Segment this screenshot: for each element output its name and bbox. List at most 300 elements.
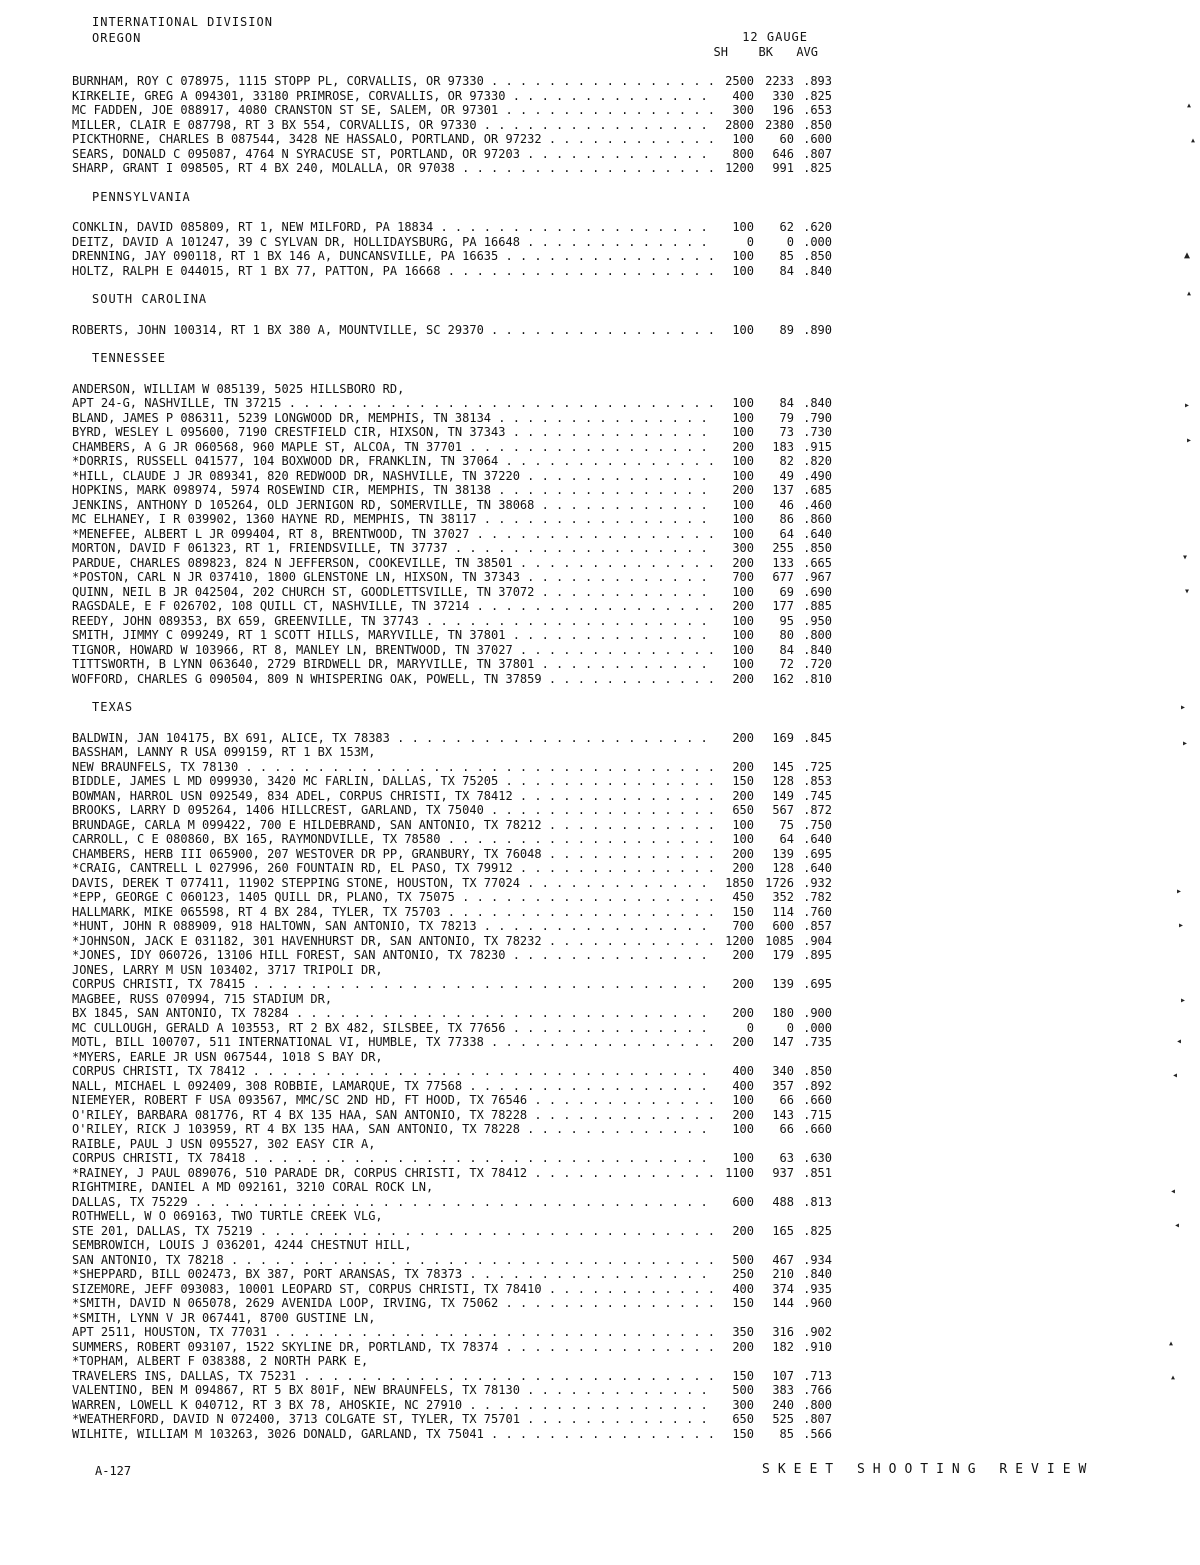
roster-entry [72, 861, 832, 876]
shot-count: 300 [732, 541, 754, 555]
entry-name: PARDUE, CHARLES 089823, 824 N JEFFERSON, COOKEVILLE, TN 38501 . . . [72, 556, 714, 571]
table-row [72, 1093, 832, 1108]
broke-count: 149 [772, 788, 794, 803]
entry-name: *POSTON, CARL N JR 037410, 1800 GLENSTONE LN, HIXSON, TN 37343 . . . [72, 570, 714, 585]
shot-count: 100 [732, 220, 754, 234]
table-row [72, 1151, 832, 1166]
entry-name: CORPUS CHRISTI, TX 78415 . . . [72, 977, 714, 992]
roster-listing [72, 74, 832, 1441]
shot-count: 100 [732, 657, 754, 671]
roster-entry [72, 905, 832, 920]
broke-count: 525 [772, 1412, 794, 1426]
entry-name-first-line: ROTHWELL, W O 069163, TWO TURTLE CREEK VLG, [72, 1209, 383, 1223]
shot-count: 400 [732, 1281, 754, 1296]
table-row [72, 832, 832, 847]
roster-entry [72, 992, 832, 1021]
shot-count: 100 [732, 1093, 754, 1107]
table-row [72, 1282, 832, 1297]
roster-entry [72, 411, 832, 426]
average: .720 [803, 657, 832, 671]
average: .600 [803, 132, 832, 146]
average: .713 [803, 1368, 832, 1383]
roster-entry [72, 512, 832, 527]
scan-mark: ▸ [1186, 435, 1193, 446]
table-row [72, 1427, 832, 1442]
average: .960 [803, 1296, 832, 1310]
shot-count: 200 [732, 788, 754, 803]
entry-name: *JOHNSON, JACK E 031182, 301 HAVENHURST DR, SAN ANTONIO, TX 78232 . . . [72, 934, 714, 949]
shot-count: 200 [732, 671, 754, 686]
entry-name: BIDDLE, JAMES L MD 099930, 3420 MC FARLIN, DALLAS, TX 75205 . . . [72, 774, 714, 789]
table-row [72, 1166, 832, 1181]
shot-count: 650 [732, 1412, 754, 1426]
entry-name: PICKTHORNE, CHARLES B 087544, 3428 NE HASSALO, PORTLAND, OR 97232 . . . [72, 132, 714, 147]
table-row [72, 220, 832, 235]
scan-mark: ◂ [1176, 1036, 1183, 1047]
roster-entry [72, 832, 832, 847]
table-row [72, 1108, 832, 1123]
entry-name: *JONES, IDY 060726, 13106 HILL FOREST, SAN ANTONIO, TX 78230 . . . [72, 948, 714, 963]
roster-entry [72, 1209, 832, 1238]
average: .000 [803, 1020, 832, 1035]
table-row [72, 672, 832, 687]
broke-count: 66 [779, 1122, 794, 1136]
roster-entry [72, 1050, 832, 1079]
average: .640 [803, 832, 832, 846]
shot-count: 450 [732, 890, 754, 904]
table-row [72, 527, 832, 542]
broke-count: 63 [779, 1151, 794, 1165]
shot-count: 650 [732, 803, 754, 817]
average: .800 [803, 1397, 832, 1412]
shot-count: 200 [732, 599, 754, 613]
average: .892 [803, 1078, 832, 1093]
entry-name: TITTSWORTH, B LYNN 063640, 2729 BIRDWELL DR, MARYVILLE, TN 37801 . . . [72, 657, 714, 672]
table-row [72, 323, 832, 338]
entry-name: MOTL, BILL 100707, 511 INTERNATIONAL VI, HUMBLE, TX 77338 . . . [72, 1035, 714, 1050]
section-pennsylvania [72, 190, 832, 279]
average: .950 [803, 613, 832, 628]
average: .935 [803, 1281, 832, 1296]
table-row [72, 1079, 832, 1094]
entry-name: KIRKELIE, GREG A 094301, 33180 PRIMROSE, CORVALLIS, OR 97330 . . . [72, 89, 714, 104]
broke-count: 162 [772, 671, 794, 686]
scan-mark: ▸ [1182, 738, 1189, 749]
roster-entry [72, 541, 832, 556]
shot-count: 100 [732, 1151, 754, 1165]
average: .820 [803, 454, 832, 468]
entry-name: DEITZ, DAVID A 101247, 39 C SYLVAN DR, HOLLIDAYSBURG, PA 16648 . . . [72, 235, 714, 250]
average: .490 [803, 468, 832, 483]
entry-name: REEDY, JOHN 089353, BX 659, GREENVILLE, TN 37743 . . . [72, 614, 714, 629]
broke-count: 383 [772, 1383, 794, 1397]
table-row [72, 876, 832, 891]
table-row [72, 861, 832, 876]
table-row [72, 948, 832, 963]
table-row [72, 1383, 832, 1398]
entry-name: TRAVELERS INS, DALLAS, TX 75231 . . . [72, 1369, 714, 1384]
roster-entry [72, 235, 832, 250]
entry-name: TIGNOR, HOWARD W 103966, RT 8, MANLEY LN, BRENTWOOD, TN 37027 . . . [72, 643, 714, 658]
shot-count: 0 [746, 1020, 754, 1035]
shot-count: 100 [732, 584, 754, 599]
roster-entry [72, 614, 832, 629]
entry-name: WARREN, LOWELL K 040712, RT 3 BX 78, AHOSKIE, NC 27910 . . . [72, 1398, 714, 1413]
table-row [72, 411, 832, 426]
shot-count: 100 [732, 817, 754, 832]
shot-count: 200 [732, 730, 754, 745]
entry-name: O'RILEY, RICK J 103959, RT 4 BX 135 HAA, SAN ANTONIO, TX 78228 . . . [72, 1122, 714, 1137]
shot-count: 350 [732, 1325, 754, 1339]
entry-name: RAGSDALE, E F 026702, 108 QUILL CT, NASHVILLE, TN 37214 . . . [72, 599, 714, 614]
shot-count: 2800 [725, 117, 754, 132]
table-row [72, 249, 832, 264]
roster-entry [72, 789, 832, 804]
average: .685 [803, 483, 832, 497]
table-row [72, 74, 832, 89]
roster-entry [72, 440, 832, 455]
shot-count: 1850 [725, 875, 754, 890]
broke-count: 180 [772, 1006, 794, 1020]
broke-count: 145 [772, 759, 794, 774]
table-row [72, 483, 832, 498]
broke-count: 374 [772, 1281, 794, 1296]
shot-count: 150 [732, 1296, 754, 1310]
shot-count: 500 [732, 1383, 754, 1397]
entry-name: BALDWIN, JAN 104175, BX 691, ALICE, TX 78383 . . . [72, 731, 714, 746]
average: .690 [803, 584, 832, 599]
entry-name: *RAINEY, J PAUL 089076, 510 PARADE DR, CORPUS CHRISTI, TX 78412 . . . [72, 1166, 714, 1181]
column-headers [690, 30, 818, 60]
entry-name: STE 201, DALLAS, TX 75219 . . . [72, 1224, 714, 1239]
roster-entry [72, 745, 832, 774]
shot-count: 700 [732, 919, 754, 933]
shot-count: 200 [732, 1107, 754, 1122]
shot-count: 1200 [725, 161, 754, 175]
average: .760 [803, 904, 832, 919]
entry-name: HALLMARK, MIKE 065598, RT 4 BX 284, TYLER, TX 75703 . . . [72, 905, 714, 920]
table-row [72, 1369, 832, 1384]
table-row [72, 803, 832, 818]
table-row [72, 118, 832, 133]
average: .890 [803, 322, 832, 337]
entry-name: SHARP, GRANT I 098505, RT 4 BX 240, MOLALLA, OR 97038 . . . [72, 161, 714, 176]
roster-entry [72, 220, 832, 235]
roster-entry [72, 161, 832, 176]
average: .660 [803, 1122, 832, 1136]
table-row [72, 1021, 832, 1036]
entry-name: *WEATHERFORD, DAVID N 072400, 3713 COLGATE ST, TYLER, TX 75701 . . . [72, 1412, 714, 1427]
table-row [72, 161, 832, 176]
table-row [72, 425, 832, 440]
scan-mark: ▸ [1178, 920, 1185, 931]
roster-entry [72, 876, 832, 891]
entry-name-first-line: SEMBROWICH, LOUIS J 036201, 4244 CHESTNUT HILL, [72, 1238, 412, 1252]
roster-entry [72, 1180, 832, 1209]
average: .893 [803, 74, 832, 88]
table-row [72, 541, 832, 556]
average: .934 [803, 1252, 832, 1267]
entry-name: SEARS, DONALD C 095087, 4764 N SYRACUSE ST, PORTLAND, OR 97203 . . . [72, 147, 714, 162]
scan-mark: ▴ [1186, 100, 1193, 111]
table-row [72, 1253, 832, 1268]
broke-count: 69 [779, 584, 794, 599]
roster-entry [72, 498, 832, 513]
roster-entry [72, 1296, 832, 1311]
average: .845 [803, 730, 832, 745]
broke-count: 340 [772, 1064, 794, 1078]
average: .460 [803, 497, 832, 512]
roster-entry [72, 1427, 832, 1442]
broke-count: 73 [779, 425, 794, 439]
roster-entry [72, 847, 832, 862]
average: .840 [803, 263, 832, 278]
average: .857 [803, 919, 832, 933]
broke-count: 64 [779, 832, 794, 846]
broke-count: 95 [779, 613, 794, 628]
entry-name: APT 24-G, NASHVILLE, TN 37215 . . . [72, 396, 714, 411]
average: .660 [803, 1093, 832, 1107]
shot-count: 400 [732, 1078, 754, 1093]
entry-name: BX 1845, SAN ANTONIO, TX 78284 . . . [72, 1006, 714, 1021]
roster-entry [72, 963, 832, 992]
section-texas [72, 700, 832, 1441]
table-row [72, 1412, 832, 1427]
broke-count: 139 [772, 846, 794, 861]
shot-count: 100 [732, 642, 754, 657]
entry-name: BYRD, WESLEY L 095600, 7190 CRESTFIELD CIR, HIXSON, TN 37343 . . . [72, 425, 714, 440]
entry-name-first-line: *MYERS, EARLE JR USN 067544, 1018 S BAY DR, [72, 1049, 383, 1064]
scan-mark: ▸ [1180, 995, 1187, 1006]
shot-count: 200 [732, 1006, 754, 1020]
shot-count: 250 [732, 1267, 754, 1281]
table-row [72, 760, 832, 775]
entry-name: MC CULLOUGH, GERALD A 103553, RT 2 BX 482, SILSBEE, TX 77656 . . . [72, 1021, 714, 1036]
broke-count: 133 [772, 555, 794, 570]
broke-count: 114 [772, 904, 794, 919]
broke-count: 139 [772, 977, 794, 991]
scan-mark: ▴ [1190, 135, 1197, 146]
broke-count: 1726 [765, 875, 794, 890]
gauge-label: 12 GAUGE [742, 30, 808, 44]
roster-entry [72, 118, 832, 133]
roster-entry [72, 657, 832, 672]
broke-count: 107 [772, 1368, 794, 1383]
entry-name: DRENNING, JAY 090118, RT 1 BX 146 A, DUNCANSVILLE, PA 16635 . . . [72, 249, 714, 264]
average: .915 [803, 439, 832, 454]
roster-entry [72, 483, 832, 498]
roster-entry [72, 1021, 832, 1036]
average: .766 [803, 1383, 832, 1397]
roster-entry [72, 919, 832, 934]
shot-count: 100 [732, 454, 754, 468]
average: .665 [803, 555, 832, 570]
broke-count: 84 [779, 642, 794, 657]
average: .850 [803, 1064, 832, 1078]
entry-name: O'RILEY, BARBARA 081776, RT 4 BX 135 HAA, SAN ANTONIO, TX 78228 . . . [72, 1108, 714, 1123]
roster-entry [72, 425, 832, 440]
broke-count: 84 [779, 263, 794, 278]
average: .725 [803, 759, 832, 774]
broke-count: 75 [779, 817, 794, 832]
shot-count: 100 [732, 613, 754, 628]
broke-count: 182 [772, 1339, 794, 1354]
entry-name-first-line: ANDERSON, WILLIAM W 085139, 5025 HILLSBORO RD, [72, 381, 405, 396]
roster-entry [72, 774, 832, 789]
average: .730 [803, 425, 832, 439]
broke-count: 1085 [765, 933, 794, 948]
table-row [72, 132, 832, 147]
broke-count: 240 [772, 1397, 794, 1412]
average: .640 [803, 861, 832, 875]
roster-entry [72, 818, 832, 833]
roster-entry [72, 643, 832, 658]
roster-entry [72, 1340, 832, 1355]
shot-count: 600 [732, 1194, 754, 1209]
broke-count: 165 [772, 1223, 794, 1238]
broke-count: 646 [772, 146, 794, 161]
table-row [72, 599, 832, 614]
entry-name: SIZEMORE, JEFF 093083, 10001 LEOPARD ST, CORPUS CHRISTI, TX 78410 . . . [72, 1282, 714, 1297]
roster-entry [72, 1383, 832, 1398]
section-tennessee [72, 351, 832, 686]
broke-count: 677 [772, 570, 794, 584]
shot-count: 100 [732, 322, 754, 337]
average: .790 [803, 410, 832, 425]
state-heading-oregon: OREGON [92, 31, 142, 45]
broke-count: 66 [779, 1093, 794, 1107]
broke-count: 64 [779, 526, 794, 541]
entry-name: CORPUS CHRISTI, TX 78412 . . . [72, 1064, 714, 1079]
shot-count: 200 [732, 861, 754, 875]
shot-count: 100 [732, 832, 754, 846]
shot-count: 200 [732, 1223, 754, 1238]
broke-count: 89 [779, 322, 794, 337]
table-row [72, 1398, 832, 1413]
shot-count: 150 [732, 1426, 754, 1441]
roster-entry [72, 1137, 832, 1166]
scan-mark: ◂ [1170, 1186, 1177, 1197]
broke-count: 147 [772, 1035, 794, 1049]
average: .825 [803, 161, 832, 175]
broke-count: 196 [772, 103, 794, 117]
shot-count: 150 [732, 774, 754, 788]
average: .630 [803, 1151, 832, 1165]
broke-count: 72 [779, 657, 794, 671]
scan-mark: ◂ [1172, 1070, 1179, 1081]
average: .800 [803, 628, 832, 642]
roster-entry [72, 382, 832, 411]
shot-count: 100 [732, 526, 754, 541]
roster-entry [72, 1282, 832, 1297]
roster-entry [72, 628, 832, 643]
average: .902 [803, 1325, 832, 1339]
table-row [72, 585, 832, 600]
broke-count: 357 [772, 1078, 794, 1093]
roster-entry [72, 1035, 832, 1050]
table-row [72, 1195, 832, 1210]
table-row [72, 570, 832, 585]
broke-count: 80 [779, 628, 794, 642]
table-row [72, 934, 832, 949]
average: .840 [803, 642, 832, 657]
entry-name: VALENTINO, BEN M 094867, RT 5 BX 801F, NEW BRAUNFELS, TX 78130 . . . [72, 1383, 714, 1398]
table-row [72, 1224, 832, 1239]
average: .695 [803, 977, 832, 991]
entry-name: CARROLL, C E 080860, BX 165, RAYMONDVILLE, TX 78580 . . . [72, 832, 714, 847]
scan-mark: ▴ [1170, 1372, 1177, 1383]
table-row [72, 643, 832, 658]
entry-name: *MENEFEE, ALBERT L JR 099404, RT 8, BRENTWOOD, TN 37027 . . . [72, 527, 714, 542]
shot-count: 200 [732, 483, 754, 497]
table-row [72, 890, 832, 905]
average: .872 [803, 803, 832, 817]
broke-count: 937 [772, 1165, 794, 1180]
entry-name: SAN ANTONIO, TX 78218 . . . [72, 1253, 714, 1268]
shot-count: 100 [732, 396, 754, 410]
state-heading-south-carolina: SOUTH CAROLINA [92, 292, 208, 306]
roster-entry [72, 132, 832, 147]
entry-name: DAVIS, DEREK T 077411, 11902 STEPPING STONE, HOUSTON, TX 77024 . . . [72, 876, 714, 891]
shot-count: 1200 [725, 933, 754, 948]
roster-entry [72, 1267, 832, 1282]
shot-count: 100 [732, 1122, 754, 1136]
col-sh-header: SH [713, 45, 728, 59]
average: .807 [803, 1412, 832, 1426]
shot-count: 150 [732, 1368, 754, 1383]
roster-entry [72, 890, 832, 905]
broke-count: 210 [772, 1267, 794, 1281]
state-heading-texas: TEXAS [92, 700, 134, 714]
entry-name-first-line: RAIBLE, PAUL J USN 095527, 302 EASY CIR A, [72, 1136, 376, 1151]
average: .715 [803, 1107, 832, 1122]
table-row [72, 905, 832, 920]
shot-count: 200 [732, 1339, 754, 1354]
average: .895 [803, 948, 832, 962]
average: .000 [803, 234, 832, 249]
roster-entry [72, 323, 832, 338]
broke-count: 467 [772, 1252, 794, 1267]
entry-name-first-line: *SMITH, LYNN V JR 067441, 8700 GUSTINE LN, [72, 1310, 376, 1325]
entry-name: *DORRIS, RUSSELL 041577, 104 BOXWOOD DR, FRANKLIN, TN 37064 . . . [72, 454, 714, 469]
shot-count: 300 [732, 1397, 754, 1412]
section-oregon [72, 74, 832, 176]
entry-name: BOWMAN, HARROL USN 092549, 834 ADEL, CORPUS CHRISTI, TX 78412 . . . [72, 789, 714, 804]
entry-name: SUMMERS, ROBERT 093107, 1522 SKYLINE DR, PORTLAND, TX 78374 . . . [72, 1340, 714, 1355]
division-heading: INTERNATIONAL DIVISION [92, 15, 273, 29]
average: .653 [803, 103, 832, 117]
broke-count: 177 [772, 599, 794, 613]
table-row [72, 789, 832, 804]
entry-name: NALL, MICHAEL L 092409, 308 ROBBIE, LAMARQUE, TX 77568 . . . [72, 1079, 714, 1094]
table-row [72, 454, 832, 469]
roster-entry [72, 1238, 832, 1267]
entry-name: WILHITE, WILLIAM M 103263, 3026 DONALD, GARLAND, TX 75041 . . . [72, 1427, 714, 1442]
shot-count: 100 [732, 425, 754, 439]
entry-name-first-line: MAGBEE, RUSS 070994, 715 STADIUM DR, [72, 991, 333, 1006]
table-row [72, 818, 832, 833]
shot-count: 200 [732, 846, 754, 861]
scan-mark: ▸ [1180, 702, 1187, 713]
broke-count: 330 [772, 88, 794, 103]
broke-count: 2233 [765, 74, 794, 88]
roster-entry [72, 74, 832, 89]
broke-count: 79 [779, 410, 794, 425]
table-row [72, 919, 832, 934]
col-bk-header: BK [758, 45, 773, 59]
table-row [72, 556, 832, 571]
roster-entry [72, 103, 832, 118]
